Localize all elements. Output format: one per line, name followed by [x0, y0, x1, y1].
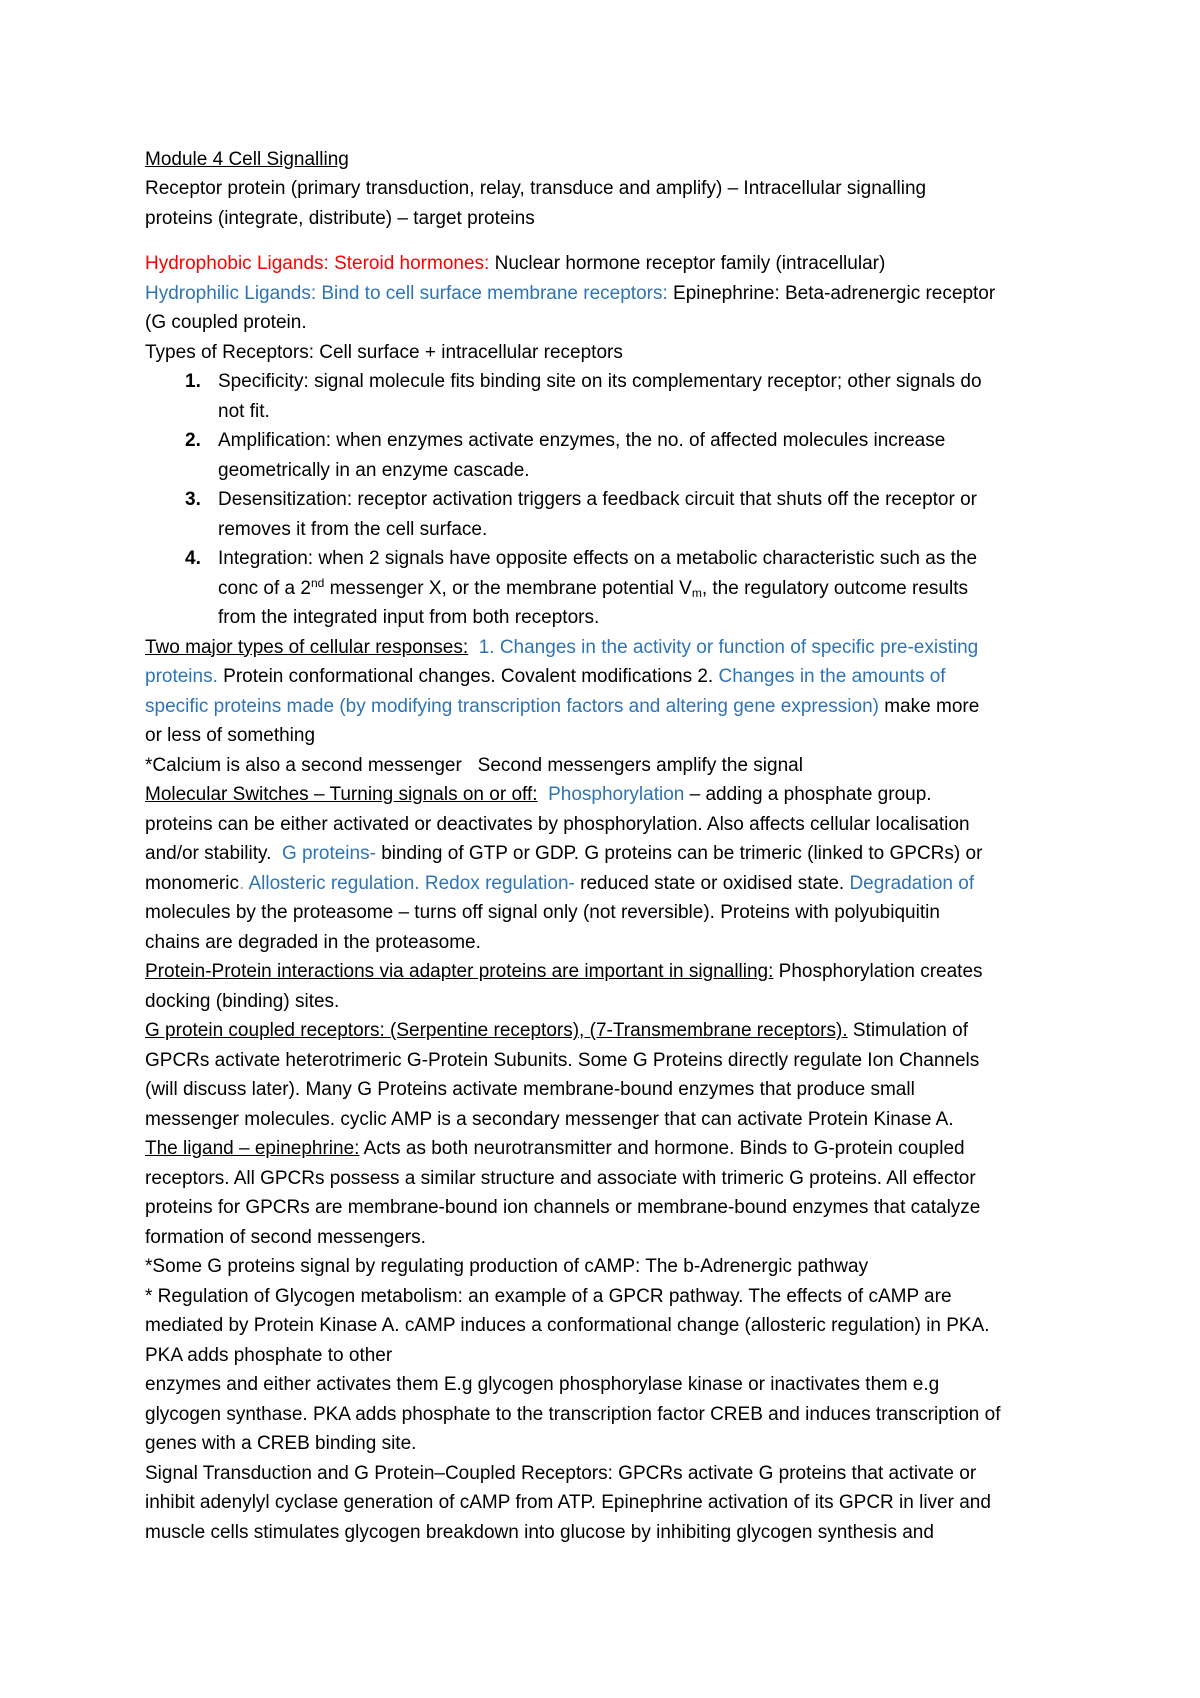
- list-item-1: [145, 367, 1105, 397]
- blue-text: Degradation of: [849, 872, 975, 894]
- document-title-line: [145, 145, 1105, 174]
- line-text: Signal Transduction and G Protein–Coupled Receptors: GPCRs activate G proteins that activate or: [145, 1462, 977, 1484]
- list-item-continuation: [145, 456, 1105, 486]
- underlined-heading: G protein coupled receptors: (Serpentine receptors), (7-Transmembrane receptors).: [145, 1020, 848, 1041]
- list-item-4: [145, 544, 1105, 574]
- line-text: binding of GTP or GDP. G proteins can be trimeric (linked to GPCRs) or: [375, 843, 983, 864]
- text-line: [145, 898, 1105, 928]
- line-text: (will discuss later). Many G Proteins activate membrane-bound enzymes that produce small: [145, 1079, 915, 1100]
- list-item-text: Specificity: signal molecule fits binding site on its complementary receptor; other signals do: [218, 371, 982, 392]
- line-text: monomeric: [145, 872, 239, 894]
- list-item-text: from the integrated input from both receptors.: [218, 607, 600, 628]
- superscript-text: nd: [310, 575, 325, 590]
- text-line: [145, 279, 1105, 309]
- line-text: proteins can be either activated or deactivates by phosphorylation. Also affects cellular localisation: [145, 813, 970, 835]
- intro-section: [145, 145, 1105, 233]
- text-line: [145, 1105, 1105, 1135]
- list-number: 2.: [185, 430, 201, 451]
- list-item-3: [145, 485, 1105, 515]
- text-line: [145, 1134, 1105, 1164]
- text-line: [145, 1164, 1105, 1194]
- text-line: [145, 662, 1105, 692]
- text-line: [145, 633, 1105, 663]
- line-text: muscle cells stimulates glycogen breakdown into glucose by inhibiting glycogen synthesis and: [145, 1521, 934, 1543]
- underlined-heading: Molecular Switches – Turning signals on or off:: [145, 784, 538, 805]
- text-line: [145, 810, 1105, 840]
- intro-line: [145, 204, 1105, 233]
- subscript-text: m: [691, 585, 702, 600]
- text-line: [145, 957, 1105, 987]
- text-line: [145, 1252, 1105, 1282]
- line-text: messenger molecules. cyclic AMP is a secondary messenger that can activate Protein Kinase A.: [145, 1108, 954, 1130]
- line-text: docking (binding) sites.: [145, 990, 340, 1012]
- blue-text: 1. Changes in the activity or function of specific pre-existing: [478, 636, 979, 658]
- text-line: [145, 928, 1105, 958]
- text-line: [145, 1016, 1105, 1046]
- blue-text: specific proteins made (by modifying transcription factors and altering gene expression): [145, 695, 879, 717]
- line-text: chains are degraded in the proteasome.: [145, 931, 481, 953]
- text-line: [145, 1429, 1105, 1459]
- text-line: [145, 1223, 1105, 1253]
- list-item-continuation: [145, 574, 1105, 604]
- list-number: 3.: [185, 489, 201, 510]
- grey-text: .: [238, 872, 245, 894]
- text-line: [145, 839, 1105, 869]
- text-line: [145, 1400, 1105, 1430]
- line-text: Acts as both neurotransmitter and hormone. Binds to G-protein coupled: [359, 1138, 965, 1159]
- line-text: enzymes and either activates them E.g glycogen phosphorylase kinase or inactivates them e.g: [145, 1374, 940, 1395]
- line-text: PKA adds phosphate to other: [145, 1344, 393, 1366]
- text-line: [145, 1370, 1105, 1400]
- text-line: [145, 1518, 1105, 1548]
- text-line: [145, 338, 1105, 368]
- line-text: or less of something: [145, 725, 316, 746]
- line-text: Protein conformational changes. Covalent modifications 2.: [217, 666, 719, 687]
- text-line: [145, 1075, 1105, 1105]
- list-item-text: geometrically in an enzyme cascade.: [218, 459, 530, 481]
- list-item-text: , the regulatory outcome results: [701, 577, 968, 599]
- blue-text: G proteins-: [281, 843, 376, 864]
- text-line: [145, 308, 1105, 338]
- blue-text: Phosphorylation: [548, 784, 685, 805]
- text-line: [145, 1311, 1105, 1341]
- line-text: mediated by Protein Kinase A. cAMP induces a conformational change (allosteric regulation) in PKA.: [145, 1315, 990, 1336]
- text-line: [145, 692, 1105, 722]
- line-text: Types of Receptors: Cell surface + intracellular receptors: [145, 341, 623, 363]
- line-text: molecules by the proteasome – turns off signal only (not reversible). Proteins with polyubiquitin: [145, 902, 940, 923]
- line-text: genes with a CREB binding site.: [145, 1433, 417, 1454]
- line-text: receptors. All GPCRs possess a similar structure and associate with trimeric G proteins. All effector: [145, 1167, 976, 1189]
- text-line: [145, 1193, 1105, 1223]
- document-title: Module 4 Cell Signalling: [145, 149, 349, 170]
- intro-text: Receptor protein (primary transduction, relay, transduce and amplify) – Intracellular signalling: [145, 178, 927, 200]
- line-text: *Some G proteins signal by regulating production of cAMP: The b-Adrenergic pathway: [145, 1256, 869, 1277]
- list-item-text: messenger X, or the membrane potential V: [324, 577, 692, 599]
- line-text: glycogen synthase. PKA adds phosphate to the transcription factor CREB and induces transcription of: [145, 1403, 1001, 1425]
- line-text: make more: [878, 695, 980, 717]
- text-line: [145, 721, 1105, 751]
- list-item-text: Integration: when 2 signals have opposite effects on a metabolic characteristic such as the: [218, 548, 978, 569]
- text-line: [145, 987, 1105, 1017]
- blue-text: Changes in the amounts of: [718, 666, 946, 687]
- line-text: – adding a phosphate group.: [684, 784, 932, 805]
- list-number: 1.: [185, 371, 201, 392]
- list-item-text: not fit.: [218, 400, 270, 422]
- line-text: [538, 784, 549, 805]
- line-text: proteins for GPCRs are membrane-bound ion channels or membrane-bound enzymes that catalyze: [145, 1197, 981, 1218]
- line-text: and/or stability.: [145, 843, 282, 864]
- underlined-heading: The ligand – epinephrine:: [145, 1138, 360, 1159]
- text-line: [145, 780, 1105, 810]
- line-text: [468, 637, 479, 658]
- blue-heading-text: Hydrophilic Ligands: Bind to cell surface membrane receptors:: [145, 282, 668, 304]
- intro-line: [145, 174, 1105, 203]
- text-line: [145, 1488, 1105, 1518]
- text-line: [145, 249, 1105, 279]
- line-text: (G coupled protein.: [145, 312, 307, 333]
- line-text: inhibit adenylyl cyclase generation of cAMP from ATP. Epinephrine activation of its GPCR in liver and: [145, 1492, 991, 1513]
- text-line: [145, 1046, 1105, 1076]
- list-item-continuation: [145, 515, 1105, 545]
- text-line: [145, 1341, 1105, 1371]
- red-heading-text: Hydrophobic Ligands: Steroid hormones:: [145, 253, 490, 274]
- list-item-text: removes it from the cell surface.: [218, 518, 488, 540]
- list-item-2: [145, 426, 1105, 456]
- line-text: formation of second messengers.: [145, 1226, 426, 1248]
- list-number: 4.: [185, 548, 201, 569]
- line-text: Epinephrine: Beta-adrenergic receptor: [667, 282, 996, 304]
- blue-text: proteins.: [145, 666, 218, 687]
- notes-body: [145, 249, 1105, 1547]
- blue-text: Allosteric regulation. Redox regulation-: [248, 872, 575, 894]
- text-line: [145, 869, 1105, 899]
- line-text: * Regulation of Glycogen metabolism: an example of a GPCR pathway. The effects of cAMP are: [145, 1285, 952, 1307]
- list-item-continuation: [145, 397, 1105, 427]
- line-text: Stimulation of: [847, 1020, 969, 1041]
- line-text: *Calcium is also a second messenger Second messengers amplify the signal: [145, 754, 803, 776]
- underlined-heading: Protein-Protein interactions via adapter proteins are important in signalling:: [145, 961, 774, 982]
- text-line: [145, 1459, 1105, 1489]
- text-line: [145, 1282, 1105, 1312]
- list-item-text: conc of a 2: [218, 577, 311, 599]
- underlined-heading: Two major types of cellular responses:: [145, 636, 469, 658]
- line-text: Phosphorylation creates: [773, 961, 983, 982]
- list-item-continuation: [145, 603, 1105, 633]
- line-text: reduced state or oxidised state.: [574, 872, 850, 894]
- text-line: [145, 751, 1105, 781]
- list-item-text: Desensitization: receptor activation triggers a feedback circuit that shuts off the receptor or: [218, 489, 977, 510]
- list-item-text: Amplification: when enzymes activate enzymes, the no. of affected molecules increase: [218, 430, 946, 451]
- line-text: GPCRs activate heterotrimeric G-Protein Subunits. Some G Proteins directly regulate Ion Channels: [145, 1049, 980, 1071]
- line-text: Nuclear hormone receptor family (intracellular): [489, 253, 886, 274]
- intro-text: proteins (integrate, distribute) – target proteins: [145, 207, 535, 229]
